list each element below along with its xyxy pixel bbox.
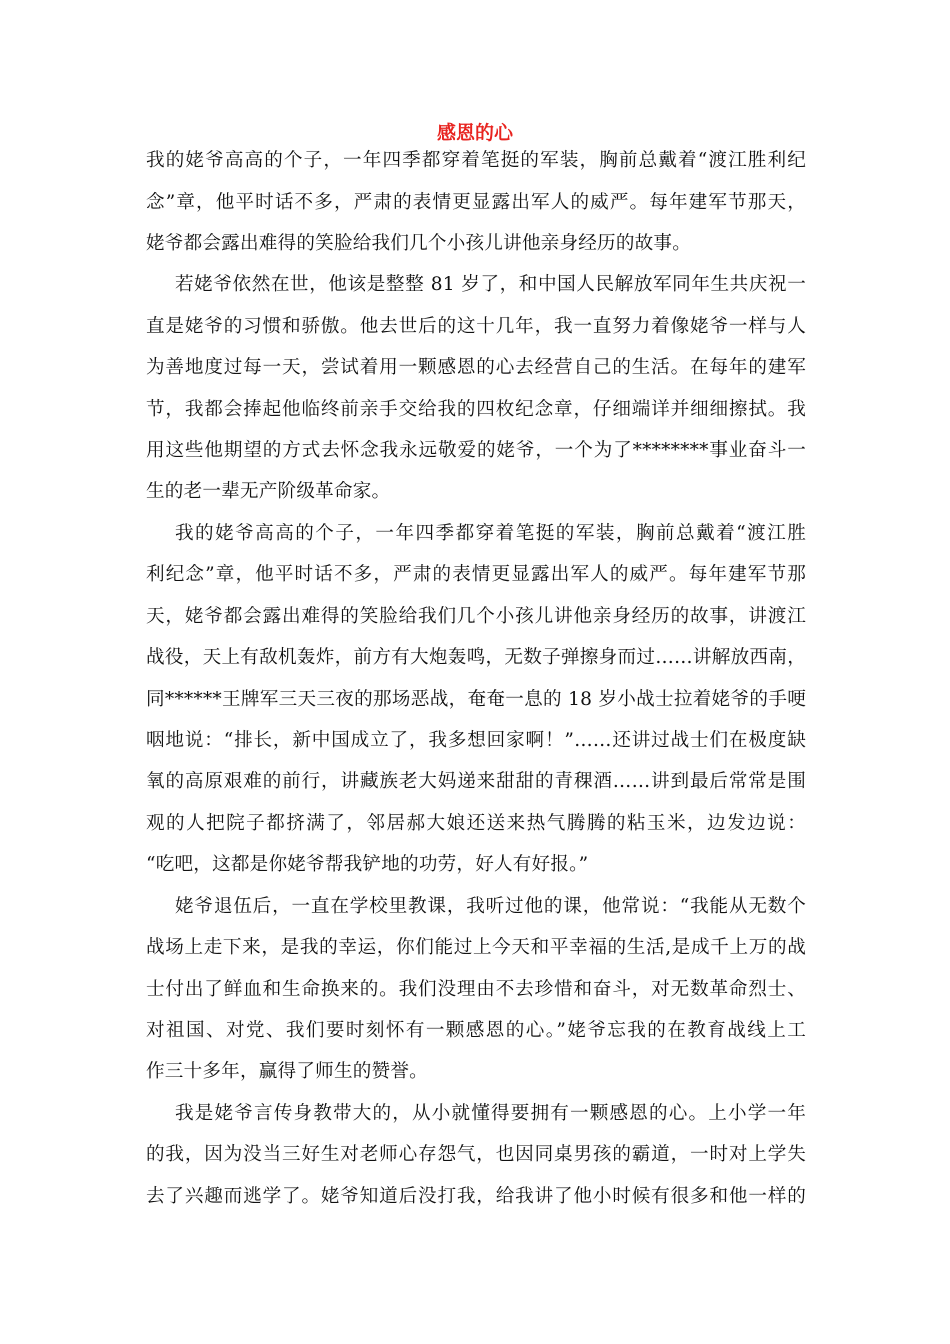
text-line: 氧的高原艰难的前行，讲藏族老大妈递来甜甜的青稞酒……讲到最后常常是围 xyxy=(146,771,806,792)
text-line: 天，姥爷都会露出难得的笑脸给我们几个小孩儿讲他亲身经历的故事，讲渡江 xyxy=(146,606,806,627)
text-line: 生的老一辈无产阶级革命家。 xyxy=(146,481,391,502)
text-line: 我是姥爷言传身教带大的，从小就懂得要拥有一颗感恩的心。上小学一年 xyxy=(175,1103,806,1124)
text-line: 念”章，他平时话不多，严肃的表情更显露出军人的威严。每年建军节那天， xyxy=(146,192,806,213)
text-line: 去了兴趣而逃学了。姥爷知道后没打我，给我讲了他小时候有很多和他一样的 xyxy=(146,1186,806,1207)
text-line: 为善地度过每一天，尝试着用一颗感恩的心去经营自己的生活。在每年的建军 xyxy=(146,357,806,378)
text-line: 我的姥爷高高的个子，一年四季都穿着笔挺的军装，胸前总戴着“渡江胜 xyxy=(175,523,806,544)
text-line: 姥爷都会露出难得的笑脸给我们几个小孩儿讲他亲身经历的故事。 xyxy=(146,233,692,254)
text-line: 士付出了鲜血和生命换来的。我们没理由不去珍惜和奋斗，对无数革命烈士、 xyxy=(146,979,806,1000)
text-line: 节，我都会捧起他临终前亲手交给我的四枚纪念章，仔细端详并细细擦拭。我 xyxy=(146,399,806,420)
text-line: 利纪念”章，他平时话不多，严肃的表情更显露出军人的威严。每年建军节那 xyxy=(146,564,806,585)
text-line: 若姥爷依然在世，他该是整整 81 岁了，和中国人民解放军同年生共庆祝一 xyxy=(175,274,806,295)
text-line: 作三十多年，赢得了师生的赞誉。 xyxy=(146,1061,428,1082)
text-line: 对祖国、对党、我们要时刻怀有一颗感恩的心。”姥爷忘我的在教育战线上工 xyxy=(146,1020,806,1041)
text-line: 我的姥爷高高的个子，一年四季都穿着笔挺的军装，胸前总戴着“渡江胜利纪 xyxy=(146,150,806,171)
text-line: 战场上走下来，是我的幸运，你们能过上今天和平幸福的生活,是成千上万的战 xyxy=(146,937,806,958)
text-line: 直是姥爷的习惯和骄傲。他去世后的这十几年，我一直努力着像姥爷一样与人 xyxy=(146,316,806,337)
text-line: 观的人把院子都挤满了，邻居郝大娘还送来热气腾腾的粘玉米，边发边说： xyxy=(146,813,806,834)
document-title: 感恩的心 xyxy=(436,122,513,144)
text-line: 用这些他期望的方式去怀念我永远敬爱的姥爷，一个为了********事业奋斗一 xyxy=(146,440,806,461)
text-line: “吃吧，这都是你姥爷帮我铲地的功劳，好人有好报。” xyxy=(146,854,589,875)
text-line: 咽地说：“排长，新中国成立了，我多想回家啊！”……还讲过战士们在极度缺 xyxy=(146,730,806,751)
text-line: 战役，天上有敌机轰炸，前方有大炮轰鸣，无数子弹擦身而过……讲解放西南， xyxy=(146,647,806,668)
text-line: 同******王牌军三天三夜的那场恶战，奄奄一息的 18 岁小战士拉着姥爷的手哽 xyxy=(146,689,806,710)
text-line: 的我，因为没当三好生对老师心存怨气，也因同桌男孩的霸道，一时对上学失 xyxy=(146,1144,806,1165)
text-line: 姥爷退伍后，一直在学校里教课，我听过他的课，他常说：“我能从无数个 xyxy=(175,896,806,917)
